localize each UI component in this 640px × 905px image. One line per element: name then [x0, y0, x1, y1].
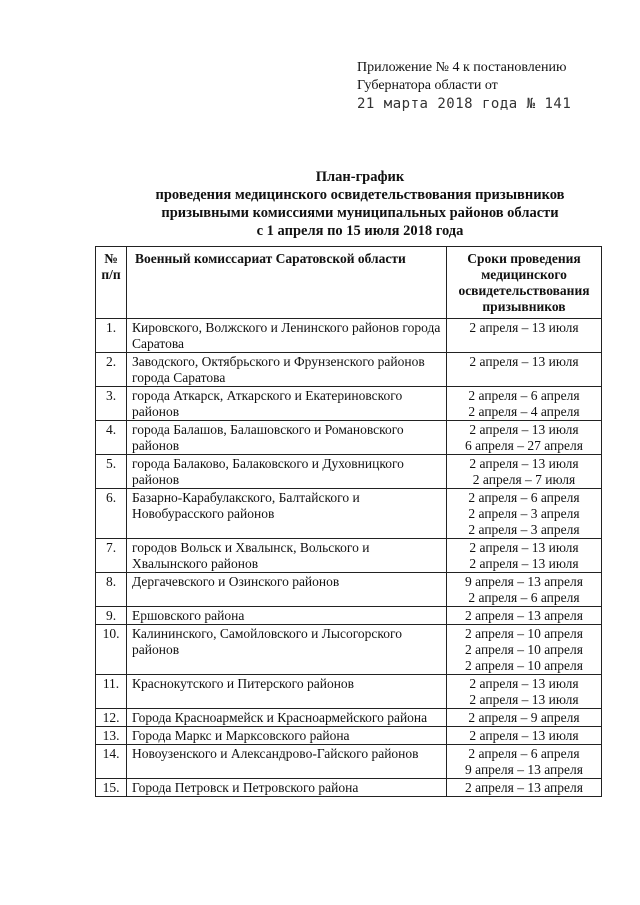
exam-dates	[447, 727, 602, 745]
table-row	[96, 353, 602, 387]
date-range: 2 апреля – 13 апреля	[465, 608, 583, 623]
date-range: 6 апреля – 27 апреля	[465, 438, 583, 453]
table-header-row	[96, 247, 602, 319]
date-range: 2 апреля – 13 апреля	[465, 780, 583, 795]
row-number: 8.	[96, 573, 127, 607]
exam-dates	[447, 709, 602, 727]
exam-dates	[447, 675, 602, 709]
date-range: 2 апреля – 13 июля	[469, 540, 579, 555]
header-num-line-1: №	[104, 251, 118, 266]
table-row	[96, 675, 602, 709]
date-range: 9 апреля – 13 апреля	[465, 574, 583, 589]
appendix-header	[357, 59, 571, 113]
commissariat-name: Ершовского района	[127, 607, 447, 625]
date-range: 2 апреля – 13 июля	[469, 456, 579, 471]
date-range: 2 апреля – 13 июля	[469, 354, 579, 369]
exam-dates	[447, 353, 602, 387]
commissariat-name: Базарно-Карабулакского, Балтайского и Новобурасского районов	[127, 489, 447, 539]
row-number: 6.	[96, 489, 127, 539]
commissariat-name: городов Вольск и Хвалынск, Вольского и Хвалынского районов	[127, 539, 447, 573]
date-range: 2 апреля – 13 июля	[469, 692, 579, 707]
exam-dates	[447, 421, 602, 455]
date-range: 2 апреля – 6 апреля	[468, 490, 580, 505]
header-dates	[447, 247, 602, 319]
table-row	[96, 489, 602, 539]
header-dates-line-4: призывников	[482, 299, 566, 314]
date-range: 2 апреля – 3 апреля	[468, 506, 580, 521]
row-number: 2.	[96, 353, 127, 387]
date-range: 2 апреля – 7 июля	[472, 472, 576, 487]
commissariat-name: Заводского, Октябрьского и Фрунзенского районов города Саратова	[127, 353, 447, 387]
exam-dates	[447, 489, 602, 539]
exam-dates	[447, 573, 602, 607]
date-range: 2 апреля – 6 апреля	[468, 590, 580, 605]
header-commissariat: Военный комиссариат Саратовской области	[127, 247, 447, 319]
date-range: 2 апреля – 9 апреля	[468, 710, 580, 725]
table-row	[96, 607, 602, 625]
date-range: 2 апреля – 6 апреля	[468, 388, 580, 403]
exam-dates	[447, 607, 602, 625]
schedule-table	[95, 246, 602, 797]
date-range: 2 апреля – 6 апреля	[468, 746, 580, 761]
date-range: 2 апреля – 10 апреля	[465, 658, 583, 673]
exam-dates	[447, 625, 602, 675]
row-number: 9.	[96, 607, 127, 625]
table-row	[96, 319, 602, 353]
table-row	[96, 573, 602, 607]
title-line-2: проведения медицинского освидетельствования призывников	[155, 187, 565, 203]
header-num-line-2: п/п	[101, 267, 121, 282]
row-number: 13.	[96, 727, 127, 745]
exam-dates	[447, 745, 602, 779]
row-number: 11.	[96, 675, 127, 709]
commissariat-name: Калининского, Самойловского и Лысогорского районов	[127, 625, 447, 675]
row-number: 12.	[96, 709, 127, 727]
date-range: 2 апреля – 13 июля	[469, 320, 579, 335]
exam-dates	[447, 455, 602, 489]
row-number: 3.	[96, 387, 127, 421]
date-range: 2 апреля – 3 апреля	[468, 522, 580, 537]
exam-dates	[447, 539, 602, 573]
title-line-1: План-график	[315, 169, 405, 185]
header-num	[96, 247, 127, 319]
row-number: 7.	[96, 539, 127, 573]
commissariat-name: города Балашов, Балашовского и Романовского районов	[127, 421, 447, 455]
header-dates-line-3: освидетельствования	[458, 283, 590, 298]
row-number: 10.	[96, 625, 127, 675]
commissariat-name: города Аткарск, Аткарского и Екатериновского районов	[127, 387, 447, 421]
date-range: 2 апреля – 13 июля	[469, 556, 579, 571]
date-range: 2 апреля – 13 июля	[469, 728, 579, 743]
exam-dates	[447, 387, 602, 421]
exam-dates	[447, 319, 602, 353]
commissariat-name: города Балаково, Балаковского и Духовницкого районов	[127, 455, 447, 489]
table-row	[96, 421, 602, 455]
appendix-line-2: Губернатора области от	[357, 78, 498, 93]
header-dates-line-1: Сроки проведения	[467, 251, 581, 266]
date-range: 2 апреля – 10 апреля	[465, 642, 583, 657]
table-row	[96, 779, 602, 797]
commissariat-name: Новоузенского и Александрово-Гайского районов	[127, 745, 447, 779]
document-title	[0, 168, 640, 240]
table-row	[96, 625, 602, 675]
header-dates-line-2: медицинского	[481, 267, 567, 282]
title-line-4: с 1 апреля по 15 июля 2018 года	[256, 223, 464, 239]
appendix-line-1: Приложение № 4 к постановлению	[357, 60, 567, 75]
row-number: 14.	[96, 745, 127, 779]
date-range: 2 апреля – 10 апреля	[465, 626, 583, 641]
row-number: 15.	[96, 779, 127, 797]
date-range: 2 апреля – 13 июля	[469, 676, 579, 691]
row-number: 5.	[96, 455, 127, 489]
commissariat-name: Дергачевского и Озинского районов	[127, 573, 447, 607]
row-number: 1.	[96, 319, 127, 353]
table-row	[96, 709, 602, 727]
row-number: 4.	[96, 421, 127, 455]
table-body	[96, 319, 602, 797]
table-row	[96, 745, 602, 779]
commissariat-name: Города Маркс и Марксовского района	[127, 727, 447, 745]
date-range: 2 апреля – 13 июля	[469, 422, 579, 437]
title-line-3: призывными комиссиями муниципальных районов области	[161, 205, 559, 221]
table-row	[96, 727, 602, 745]
table-row	[96, 387, 602, 421]
commissariat-name: Краснокутского и Питерского районов	[127, 675, 447, 709]
commissariat-name: Города Петровск и Петровского района	[127, 779, 447, 797]
date-range: 2 апреля – 4 апреля	[468, 404, 580, 419]
commissariat-name: Кировского, Волжского и Ленинского районов города Саратова	[127, 319, 447, 353]
table-row	[96, 539, 602, 573]
exam-dates	[447, 779, 602, 797]
date-range: 9 апреля – 13 апреля	[465, 762, 583, 777]
appendix-date-line: 21 марта 2018 года № 141	[357, 96, 572, 112]
table-row	[96, 455, 602, 489]
commissariat-name: Города Красноармейск и Красноармейского района	[127, 709, 447, 727]
